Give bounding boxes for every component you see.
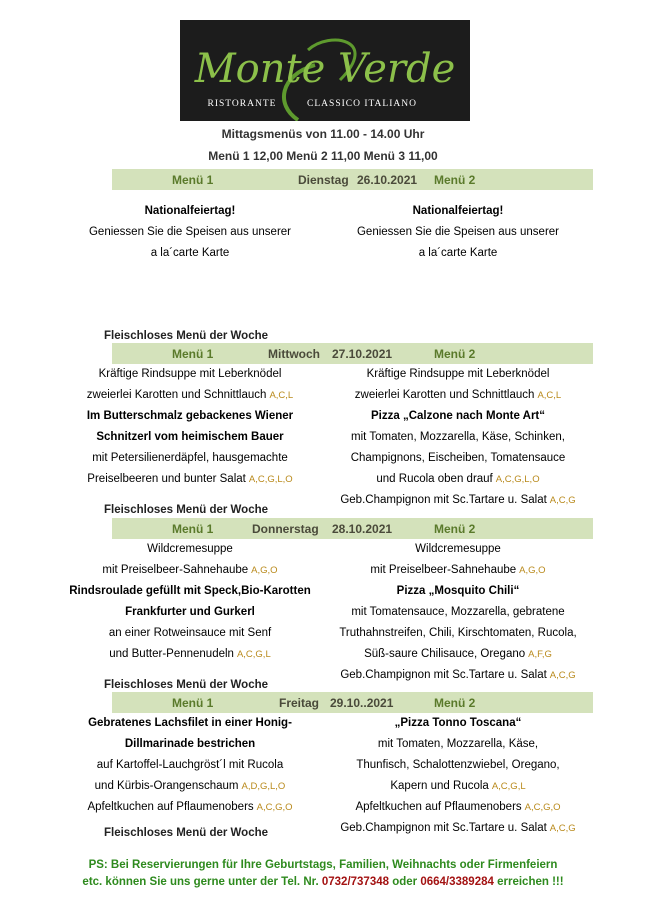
logo-graphic — [180, 20, 470, 121]
menu-line — [60, 539, 320, 560]
dish-text: Nationalfeiertag! — [412, 205, 504, 217]
menu-line — [328, 776, 588, 797]
menu-line — [60, 644, 320, 665]
dish-text: Truthahnstreifen, Chili, Kirschtomaten, Rucola, — [339, 627, 577, 639]
band-menu1-label: Menü 1 — [172, 696, 214, 710]
menu2-column — [328, 201, 588, 264]
menu-prices: Menü 1 12,00 Menü 2 11,00 Menü 3 11,00 — [208, 149, 438, 163]
band-date: 26.10.2021 — [357, 173, 418, 187]
phone-number-2[interactable]: 0664/3389284 — [420, 876, 494, 888]
dish-text: mit Tomaten, Mozzarella, Käse, — [377, 738, 539, 750]
band-date: 29.10..2021 — [330, 696, 394, 710]
phone-number-1[interactable]: 0732/737348 — [321, 876, 390, 888]
menu-line — [328, 713, 588, 734]
band-date: 27.10.2021 — [332, 347, 393, 361]
menu-line — [328, 427, 588, 448]
menu-line — [60, 222, 320, 243]
allergen-codes: A,G,O — [519, 565, 546, 576]
dish-text: an einer Rotweinsauce mit Senf — [108, 627, 272, 639]
menu1-column — [60, 364, 320, 490]
menu-line — [60, 469, 320, 490]
logo-tag-left: RISTORANTE — [207, 99, 277, 109]
dish-text: Nationalfeiertag! — [144, 205, 236, 217]
dish-text: und Butter-Pennenudeln — [109, 648, 234, 660]
vegetarian-menu-label: Fleischloses Menü der Woche — [104, 679, 269, 691]
menu-line — [60, 201, 320, 222]
menu-line — [328, 734, 588, 755]
allergen-codes: A,C,G — [549, 670, 576, 681]
menu-line — [60, 406, 320, 427]
dish-text: zweierlei Karotten und Schnittlauch — [86, 389, 267, 401]
band-day: Freitag — [279, 696, 320, 710]
dish-text: Kräftige Rindsuppe mit Leberknödel — [98, 368, 282, 380]
allergen-codes: A,C,L — [537, 390, 562, 401]
dish-text: Pizza „Calzone nach Monte Art“ — [370, 410, 545, 422]
reservation-line-2: etc. können Sie uns gerne unter der Tel. Nr. 0732/737348 oder 0664/3389284 erreichen !!! — [82, 876, 564, 888]
menu-line — [328, 469, 588, 490]
allergen-codes: A,C,G,O — [524, 802, 561, 813]
menu-line — [60, 560, 320, 581]
restaurant-logo — [180, 20, 470, 121]
dish-text: Geniessen Sie die Speisen aus unserer — [88, 226, 291, 238]
menu-line — [328, 581, 588, 602]
menu-line — [328, 797, 588, 818]
dish-text: mit Tomaten, Mozzarella, Käse, Schinken, — [351, 431, 565, 443]
band-menu1-label: Menü 1 — [172, 173, 214, 187]
band-menu2-label: Menü 2 — [434, 173, 476, 187]
dish-text: Geb.Champignon mit Sc.Tartare u. Salat — [340, 669, 547, 681]
day-band-wednesday — [112, 343, 593, 364]
dish-text: mit Tomatensauce, Mozzarella, gebratene — [351, 606, 565, 618]
menu-line — [328, 560, 588, 581]
dish-text: Wildcremesuppe — [147, 543, 233, 555]
dish-text: und Rucola oben drauf — [376, 473, 493, 485]
logo-tag-right: CLASSICO ITALIANO — [307, 99, 417, 109]
dish-text: mit Preiselbeer-Sahnehaube — [102, 564, 249, 576]
lunch-hours: Mittagsmenüs von 11.00 - 14.00 Uhr — [221, 127, 425, 141]
dish-text: Apfeltkuchen auf Pflaumenobers — [355, 801, 522, 813]
menu-line — [328, 201, 588, 222]
menu-line — [328, 818, 588, 839]
vegetarian-menu-label: Fleischloses Menü der Woche — [104, 504, 269, 516]
menu-line — [60, 734, 320, 755]
dish-text: mit Petersilienerdäpfel, hausgemachte — [92, 452, 288, 464]
band-day: Dienstag — [298, 173, 349, 187]
day-band-thursday — [112, 518, 593, 539]
allergen-codes: A,D,G,L,O — [241, 781, 286, 792]
band-menu1-label: Menü 1 — [172, 522, 214, 536]
band-menu2-label: Menü 2 — [434, 347, 476, 361]
band-day: Donnerstag — [252, 522, 319, 536]
vegetarian-menu-label: Fleischloses Menü der Woche — [104, 827, 269, 839]
menu-line — [328, 602, 588, 623]
menu1-column — [60, 201, 320, 264]
vegetarian-menu-label: Fleischloses Menü der Woche — [104, 330, 269, 342]
reservation-line-1: PS: Bei Reservierungen für Ihre Geburtstags, Familien, Weihnachts oder Firmenfeiern — [88, 859, 558, 871]
dish-text: Kapern und Rucola — [390, 780, 489, 792]
dish-text: Im Butterschmalz gebackenes Wiener — [86, 410, 294, 422]
menu-line — [60, 713, 320, 734]
allergen-codes: A,G,O — [251, 565, 278, 576]
menu-line — [60, 623, 320, 644]
dish-text: Schnitzerl vom heimischem Bauer — [96, 431, 284, 443]
dish-text: Pizza „Mosquito Chili“ — [396, 585, 520, 597]
dish-text: Rindsroulade gefüllt mit Speck,Bio-Karotten — [69, 585, 311, 597]
dish-text: Apfeltkuchen auf Pflaumenobers — [87, 801, 254, 813]
menu-line — [60, 385, 320, 406]
dish-text: Preiselbeeren und bunter Salat — [87, 473, 246, 485]
allergen-codes: A,C,G,L,O — [248, 474, 293, 485]
dish-text: Champignons, Eischeiben, Tomatensauce — [350, 452, 566, 464]
menu2-column — [328, 539, 588, 686]
dish-text: Frankfurter und Gurkerl — [125, 606, 255, 618]
dish-text: Süß-saure Chilisauce, Oregano — [364, 648, 526, 660]
reservation-note — [0, 857, 646, 891]
menu-line — [60, 797, 320, 818]
menu-line — [328, 385, 588, 406]
menu-line — [328, 448, 588, 469]
band-menu1-label: Menü 1 — [172, 347, 214, 361]
allergen-codes: A,C,G — [549, 823, 576, 834]
allergen-codes: A,F,G — [528, 649, 552, 660]
menu-line — [60, 427, 320, 448]
dish-text: und Kürbis-Orangenschaum — [94, 780, 239, 792]
allergen-codes: A,C,L — [269, 390, 294, 401]
menu2-column — [328, 713, 588, 839]
day-band-friday — [112, 692, 593, 713]
menu-line — [328, 623, 588, 644]
band-date: 28.10.2021 — [332, 522, 393, 536]
dish-text: zweierlei Karotten und Schnittlauch — [354, 389, 535, 401]
dish-text: „Pizza Tonno Toscana“ — [394, 717, 522, 729]
allergen-codes: A,C,G — [549, 495, 576, 506]
dish-text: Geniessen Sie die Speisen aus unserer — [356, 226, 559, 238]
menu1-column — [60, 713, 320, 818]
band-day: Mittwoch — [268, 347, 320, 361]
menu-line — [60, 581, 320, 602]
menu-line — [60, 448, 320, 469]
menu-line — [60, 602, 320, 623]
dish-text: Wildcremesuppe — [415, 543, 501, 555]
menu-line — [328, 665, 588, 686]
allergen-codes: A,C,G,L — [236, 649, 271, 660]
dish-text: Geb.Champignon mit Sc.Tartare u. Salat — [340, 494, 547, 506]
menu-line — [328, 490, 588, 511]
band-menu2-label: Menü 2 — [434, 696, 476, 710]
dish-text: auf Kartoffel-Lauchgröst´l mit Rucola — [96, 759, 284, 771]
dish-text: Dillmarinade bestrichen — [124, 738, 256, 750]
menu-line — [328, 243, 588, 264]
allergen-codes: A,C,G,L — [491, 781, 526, 792]
menu-line — [328, 364, 588, 385]
menu-line — [328, 406, 588, 427]
menu1-column — [60, 539, 320, 665]
menu-line — [328, 222, 588, 243]
menu-line — [328, 755, 588, 776]
menu-line — [328, 539, 588, 560]
menu-line — [60, 755, 320, 776]
menu2-column — [328, 364, 588, 511]
dish-text: Geb.Champignon mit Sc.Tartare u. Salat — [340, 822, 547, 834]
menu-line — [60, 243, 320, 264]
allergen-codes: A,C,G,L,O — [495, 474, 540, 485]
dish-text: mit Preiselbeer-Sahnehaube — [370, 564, 517, 576]
menu-line — [60, 776, 320, 797]
day-band-tuesday — [112, 169, 593, 190]
dish-text: a la´carte Karte — [418, 247, 498, 259]
menu-line — [328, 644, 588, 665]
band-menu2-label: Menü 2 — [434, 522, 476, 536]
allergen-codes: A,C,G,O — [256, 802, 293, 813]
dish-text: Gebratenes Lachsfilet in einer Honig- — [88, 717, 292, 729]
dish-text: Kräftige Rindsuppe mit Leberknödel — [366, 368, 550, 380]
dish-text: a la´carte Karte — [150, 247, 230, 259]
dish-text: Thunfisch, Schalottenzwiebel, Oregano, — [356, 759, 560, 771]
menu-line — [60, 364, 320, 385]
logo-name: Monte Verde — [194, 46, 456, 92]
